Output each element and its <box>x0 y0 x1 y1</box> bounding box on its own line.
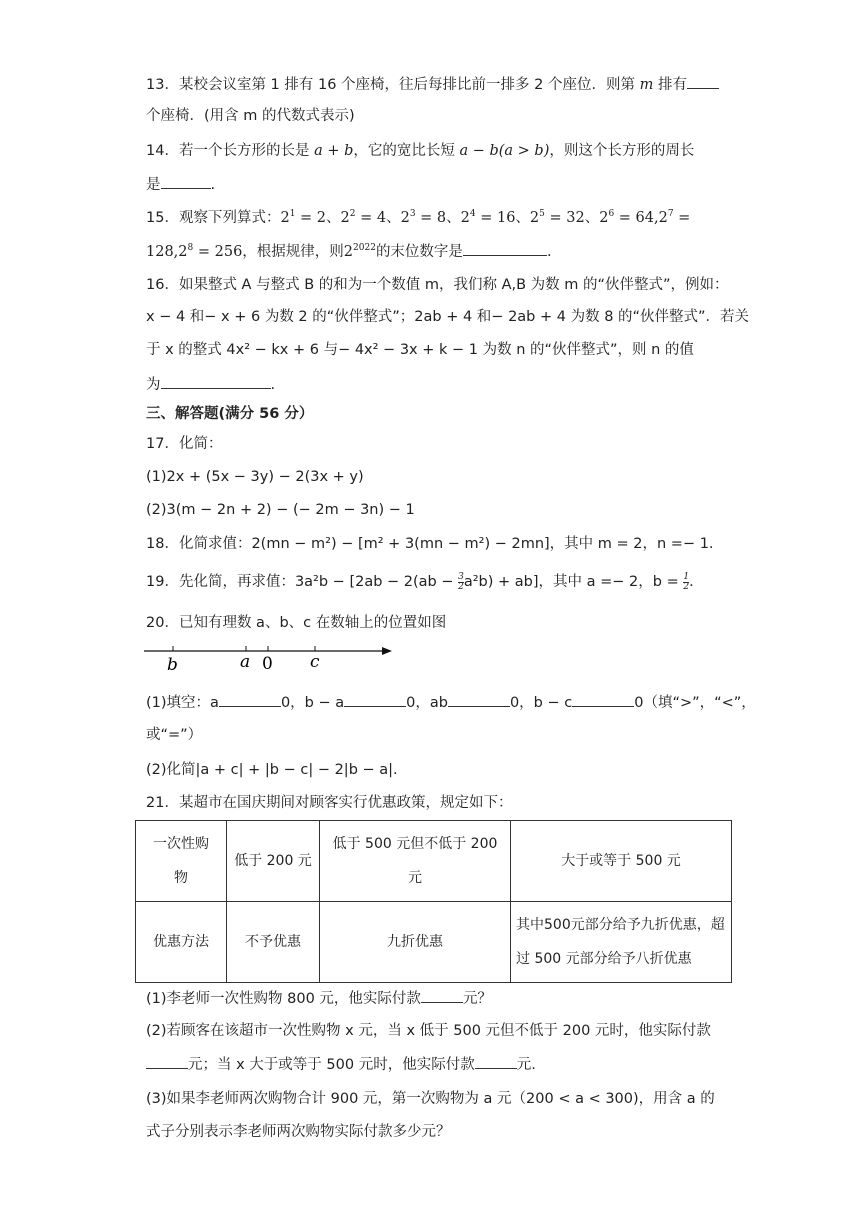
q14-text-c: ，则这个长方形的周长 <box>549 143 695 159</box>
label-c: c <box>310 652 320 672</box>
table-cell <box>136 821 227 902</box>
q19-frac2-den: 2 <box>683 581 690 592</box>
q20-text-d: 0，b − c <box>509 695 573 711</box>
q16-answer-blank[interactable] <box>161 374 271 389</box>
label-a: a <box>240 652 251 672</box>
q13-line1 <box>146 74 719 95</box>
label-b: b <box>167 655 178 675</box>
q19 <box>146 572 694 592</box>
q15-exp8: 8 <box>187 243 194 254</box>
q15-line1 <box>146 208 690 228</box>
cell-text: 一次性购物 <box>153 836 209 886</box>
q21-part3: (3)如果李老师两次购物合计 900 元，第一次购物为 a 元（200 < a < 300)，用含 a 的 <box>146 1091 715 1107</box>
q19-text-b: a²b) + ab]，其中 a =− 2，b = <box>463 574 684 590</box>
q21-part2-cont <box>146 1054 536 1075</box>
q18: 18．化简求值：2(mn − m²) − [m² + 3(mn − m²) − 2mn]，其中 m = 2，n =− 1. <box>146 536 714 552</box>
q15-power2022: $2^{2022}$ <box>343 243 376 260</box>
q20-blank-2[interactable] <box>344 692 406 707</box>
section-heading: 三、解答题(满分 56 分） <box>146 406 314 422</box>
table-cell: 大于或等于 500 元 <box>511 821 732 902</box>
q19-frac-num: 3 <box>458 571 464 582</box>
table-cell: 不予优惠 <box>227 902 320 983</box>
q15-text-b: 128,2 <box>146 244 188 260</box>
q19-frac-den: 2 <box>458 581 464 592</box>
table-cell: 九折优惠 <box>320 902 511 983</box>
q14-text-d: 是 <box>146 177 161 193</box>
q17-part2: (2)3(m − 2n + 2) − (− 2m − 3n) − 1 <box>146 502 415 518</box>
q15-text-f: . <box>546 244 552 260</box>
q15-text: 15．观察下列算式： <box>146 210 281 226</box>
q17-part1: (1)2x + (5x − 3y) − 2(3x + y) <box>146 469 364 485</box>
q13-var: m <box>639 77 654 93</box>
q20-part2: (2)化简|a + c| + |b − c| − 2|b − a|. <box>146 762 398 778</box>
q14-line2 <box>146 174 215 195</box>
discount-table <box>135 820 732 983</box>
q20-text-c: 0，ab <box>406 695 448 711</box>
q16-line4 <box>146 374 275 395</box>
q17-title: 17．化简： <box>146 436 223 452</box>
q14-line1 <box>146 141 694 161</box>
q16-line2: x − 4 和− x + 6 为数 2 的“伙伴整式”；2ab + 4 和− 2ab + 4 为数 8 的“伙伴整式”．若关 <box>146 309 750 325</box>
label-0: 0 <box>262 654 273 674</box>
q20-text: (1)填空：a <box>146 695 219 711</box>
q16-text: 为 <box>146 377 161 393</box>
q13-text: 13．某校会议室第 1 排有 16 个座椅，往后每排比前一排多 2 个座位．则第 <box>146 77 640 93</box>
table-cell: 优惠方法 <box>136 902 227 983</box>
q14-answer-blank[interactable] <box>161 174 211 189</box>
q14-expr2: a − b(a > b) <box>459 143 550 159</box>
table-cell <box>511 902 732 983</box>
q14-expr1: a + b <box>314 143 354 159</box>
q20-blank-1[interactable] <box>219 692 281 707</box>
table-cell: 低于 200 元 <box>227 821 320 902</box>
table-row <box>136 821 732 902</box>
q13-text-b: 排有 <box>653 77 687 93</box>
q19-frac2-num: 1 <box>683 571 690 582</box>
q14-text-e: . <box>210 177 216 193</box>
q14-text-b: ，它的宽比长短 <box>353 143 460 159</box>
q21-part1 <box>146 988 492 1009</box>
q20-part1-cont: 或“=”） <box>146 727 203 743</box>
q21-blank-1[interactable] <box>421 988 463 1003</box>
q20-blank-4[interactable] <box>572 692 634 707</box>
q13-answer-blank[interactable] <box>687 74 719 89</box>
q20-blank-3[interactable] <box>448 692 510 707</box>
q21-blank-2[interactable] <box>146 1054 188 1069</box>
q20-part1 <box>146 692 756 713</box>
q15-text-c: = 256 <box>193 244 243 260</box>
cell-text: 其中500元部分给予九折优惠，超过 500 元部分给予八折优惠 <box>516 917 725 967</box>
q21-text-c: 元；当 x 大于或等于 500 元时，他实际付款 <box>188 1057 475 1073</box>
q15-powers: $2^1 = 2$、$2^2 = 4$、$2^3 = 8$、$2^4 = 16$、$2^5 = 32$、$2^6 = 64,2^7$ = <box>280 209 691 226</box>
q21-text: (1)李老师一次性购物 800 元，他实际付款 <box>146 991 421 1007</box>
q19-text-c: . <box>689 574 694 590</box>
number-line-arrow <box>382 647 392 655</box>
q14-text: 14．若一个长方形的长是 <box>146 143 315 159</box>
q19-text: 19．先化简，再求值：3a²b − [2ab − 2(ab − <box>146 574 459 590</box>
q15-text-e: 的末位数字是 <box>375 244 463 260</box>
q20-title: 20．已知有理数 a、b、c 在数轴上的位置如图 <box>146 615 447 631</box>
cell-text: 低于 500 元但不低于 200 元 <box>332 836 498 886</box>
q15-answer-blank[interactable] <box>463 241 547 256</box>
q21-title: 21．某超市在国庆期间对顾客实行优惠政策，规定如下： <box>146 795 513 811</box>
q16-line3: 于 x 的整式 4x² − kx + 6 与− 4x² − 3x + k − 1 为数 n 的“伙伴整式”，则 n 的值 <box>146 342 694 358</box>
q21-part2: (2)若顾客在该超市一次性购物 x 元，当 x 低于 500 元但不低于 200 元时，他实际付款 <box>146 1023 711 1039</box>
q16-text-b: . <box>270 377 276 393</box>
number-line-figure <box>140 640 400 676</box>
q16-line1: 16．如果整式 A 与整式 B 的和为一个数值 m，我们称 A,B 为数 m 的“伙伴整式”，例如： <box>146 277 729 293</box>
q21-text-b: 元？ <box>462 991 492 1007</box>
q13-line2: 个座椅．(用含 m 的代数式表示) <box>146 108 355 124</box>
q20-text-b: 0，b − a <box>280 695 345 711</box>
q20-text-e: 0（填“>”，“<”， <box>634 695 756 711</box>
q21-blank-3[interactable] <box>475 1054 517 1069</box>
table-cell <box>320 821 511 902</box>
table-row <box>136 902 732 983</box>
q21-text-d: 元. <box>516 1057 536 1073</box>
q15-line2 <box>146 241 552 262</box>
q21-part3-cont: 式子分别表示李老师两次购物实际付款多少元？ <box>146 1124 451 1140</box>
q15-text-d: ，根据规律，则 <box>242 244 344 260</box>
